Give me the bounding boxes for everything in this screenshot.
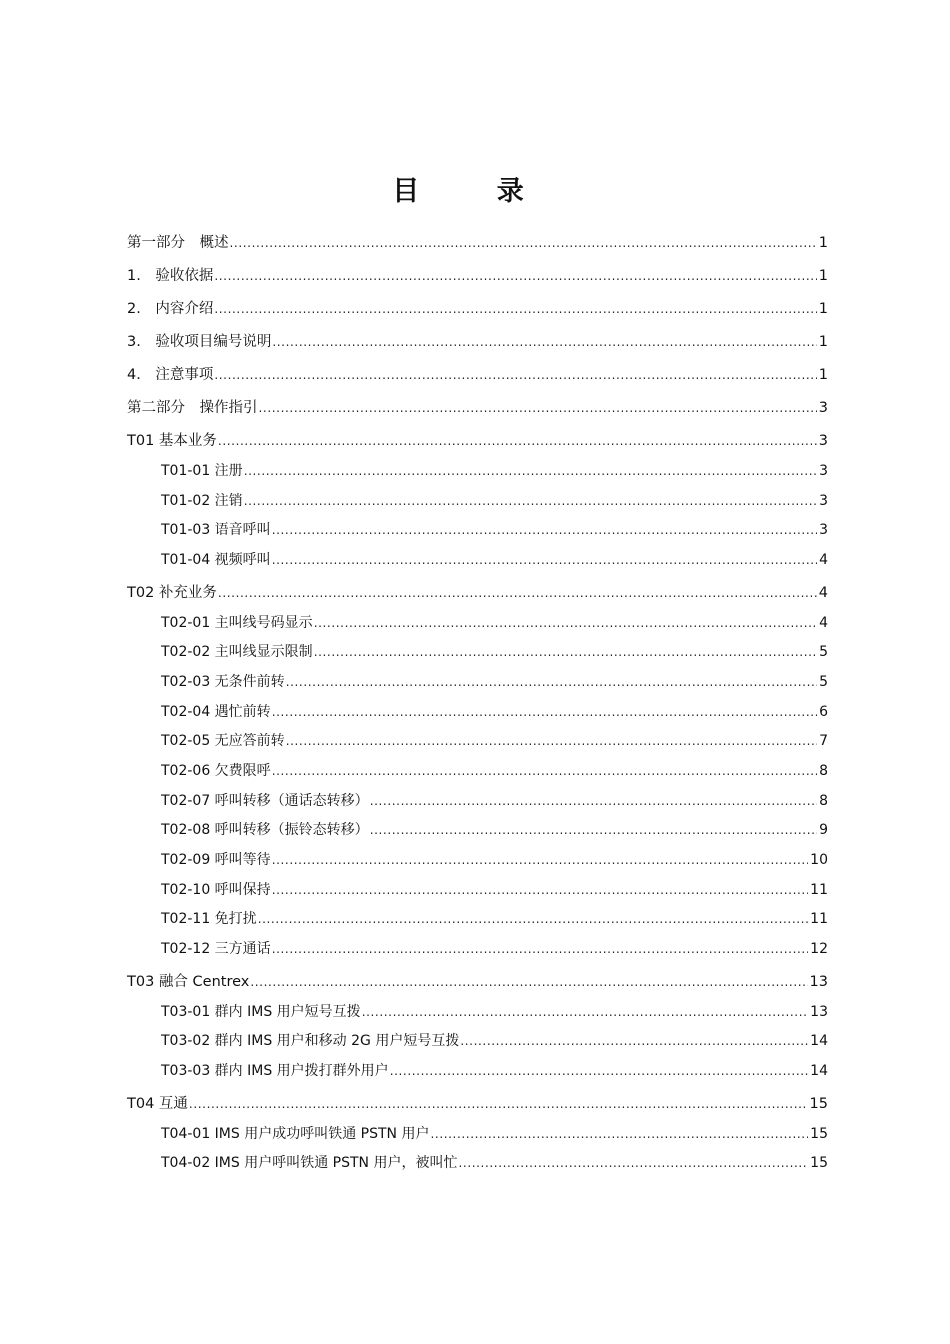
toc-entry-label: T01-04 视频呼叫 <box>161 552 271 568</box>
toc-entry-label: T03-03 群内 IMS 用户拨打群外用户 <box>161 1063 389 1079</box>
toc-title: 目 录 <box>392 176 558 207</box>
toc-entry[interactable] <box>127 732 828 750</box>
toc-entry[interactable] <box>127 643 828 661</box>
toc-entry[interactable] <box>127 851 828 869</box>
toc-entry[interactable] <box>127 366 828 384</box>
toc-entry-page-number: 1 <box>818 268 828 284</box>
toc-entry[interactable] <box>127 1062 828 1080</box>
toc-entry-label: T01-01 注册 <box>161 463 243 479</box>
dot-leader <box>370 792 817 810</box>
toc-entry-page-number: 13 <box>810 1004 828 1020</box>
toc-entry-label: T01-03 语音呼叫 <box>161 522 271 538</box>
toc-entry[interactable] <box>127 584 828 602</box>
toc-entry-page-number: 7 <box>819 733 828 749</box>
toc-entry-label: T04 互通 <box>127 1096 188 1112</box>
toc-entry-page-number: 12 <box>810 941 828 957</box>
dot-leader <box>244 462 817 480</box>
toc-entry-label: T02-08 呼叫转移（振铃态转移） <box>161 822 369 838</box>
toc-entry-label: T04-02 IMS 用户呼叫铁通 PSTN 用户，被叫忙 <box>161 1155 458 1171</box>
toc-entry-page-number: 3 <box>818 433 828 449</box>
dot-leader <box>272 333 816 351</box>
toc-entry-label: T01-02 注销 <box>161 493 243 509</box>
toc-entry-page-number: 1 <box>818 301 828 317</box>
toc-entry-page-number: 5 <box>819 674 828 690</box>
toc-entry[interactable] <box>127 973 828 991</box>
toc-entry-page-number: 14 <box>810 1033 828 1049</box>
toc-entry-page-number: 1 <box>818 235 828 251</box>
toc-entry-page-number: 5 <box>819 644 828 660</box>
toc-entry-label: T02-02 主叫线显示限制 <box>161 644 313 660</box>
toc-entry[interactable] <box>127 703 828 721</box>
toc-entry-page-number: 8 <box>819 763 828 779</box>
toc-entry-page-number: 15 <box>810 1155 828 1171</box>
dot-leader <box>214 300 816 318</box>
dot-leader <box>460 1032 808 1050</box>
toc-entry-page-number: 13 <box>809 974 828 990</box>
toc-entry[interactable] <box>127 673 828 691</box>
toc-entry-page-number: 11 <box>810 911 828 927</box>
toc-entry[interactable] <box>127 821 828 839</box>
toc-entry-label: T02-10 呼叫保持 <box>161 882 271 898</box>
toc-entry-page-number: 9 <box>819 822 828 838</box>
toc-entry[interactable] <box>127 940 828 958</box>
dot-leader <box>259 399 817 417</box>
toc-entry-page-number: 6 <box>819 704 828 720</box>
toc-entry[interactable] <box>127 432 828 450</box>
dot-leader <box>362 1003 808 1021</box>
dot-leader <box>272 940 808 958</box>
toc-entry[interactable] <box>127 234 828 252</box>
toc-entry[interactable] <box>127 399 828 417</box>
toc-entry[interactable] <box>127 762 828 780</box>
toc-entry-label: 第二部分 操作指引 <box>127 400 258 416</box>
toc-entry-page-number: 4 <box>819 552 828 568</box>
toc-entry[interactable] <box>127 1003 828 1021</box>
toc-entry[interactable] <box>127 1032 828 1050</box>
toc-entry-label: T03-02 群内 IMS 用户和移动 2G 用户短号互拨 <box>161 1033 460 1049</box>
toc-entry-label: 4. 注意事项 <box>127 367 214 383</box>
toc-entry-page-number: 14 <box>810 1063 828 1079</box>
dot-leader <box>272 551 817 569</box>
dot-leader <box>314 643 817 661</box>
toc-entry-page-number: 10 <box>810 852 828 868</box>
toc-entry[interactable] <box>127 614 828 632</box>
dot-leader <box>314 614 817 632</box>
dot-leader <box>430 1125 808 1143</box>
toc-entry-page-number: 3 <box>819 463 828 479</box>
toc-entry-label: T02-09 呼叫等待 <box>161 852 271 868</box>
toc-entry[interactable] <box>127 492 828 510</box>
toc-entry[interactable] <box>127 1154 828 1172</box>
toc-entry-label: T02-07 呼叫转移（通话态转移） <box>161 793 369 809</box>
dot-leader <box>250 973 807 991</box>
dot-leader <box>390 1062 808 1080</box>
toc-entry[interactable] <box>127 267 828 285</box>
toc-entry-label: T02-01 主叫线号码显示 <box>161 615 313 631</box>
dot-leader <box>458 1154 808 1172</box>
dot-leader <box>272 521 817 539</box>
toc-entry[interactable] <box>127 881 828 899</box>
toc-entry-label: T01 基本业务 <box>127 433 217 449</box>
dot-leader <box>286 673 817 691</box>
toc-entry-page-number: 3 <box>819 493 828 509</box>
dot-leader <box>214 267 816 285</box>
dot-leader <box>272 851 808 869</box>
toc-entry-page-number: 11 <box>810 882 828 898</box>
toc-entry-label: 第一部分 概述 <box>127 235 229 251</box>
toc-entry[interactable] <box>127 300 828 318</box>
toc-entry-label: T02-04 遇忙前转 <box>161 704 271 720</box>
toc-entry[interactable] <box>127 1125 828 1143</box>
toc-entry-page-number: 15 <box>809 1096 828 1112</box>
toc-entry-page-number: 1 <box>818 367 828 383</box>
toc-entry[interactable] <box>127 333 828 351</box>
toc-entry-label: T02-03 无条件前转 <box>161 674 285 690</box>
toc-entry-label: T02-12 三方通话 <box>161 941 271 957</box>
toc-entry-label: T03 融合 Centrex <box>127 974 250 990</box>
toc-entry-label: T04-01 IMS 用户成功呼叫铁通 PSTN 用户 <box>161 1126 430 1142</box>
toc-entry-label: T02 补充业务 <box>127 585 217 601</box>
dot-leader <box>258 910 808 928</box>
toc-entry-page-number: 4 <box>818 585 828 601</box>
toc-entry-page-number: 4 <box>819 615 828 631</box>
toc-entry-label: T02-11 免打扰 <box>161 911 257 927</box>
toc-entry[interactable] <box>127 1095 828 1113</box>
dot-leader <box>272 703 817 721</box>
toc-entry-label: 2. 内容介绍 <box>127 301 214 317</box>
dot-leader <box>244 492 817 510</box>
toc-entry-label: T02-05 无应答前转 <box>161 733 285 749</box>
toc-entry[interactable] <box>127 462 828 480</box>
toc-entry-page-number: 1 <box>818 334 828 350</box>
dot-leader <box>230 234 817 252</box>
dot-leader <box>286 732 817 750</box>
toc-entry[interactable] <box>127 792 828 810</box>
dot-leader <box>189 1095 808 1113</box>
dot-leader <box>272 762 817 780</box>
toc-entry-label: 3. 验收项目编号说明 <box>127 334 272 350</box>
dot-leader <box>218 432 817 450</box>
toc-entry-label: 1. 验收依据 <box>127 268 214 284</box>
dot-leader <box>370 821 817 839</box>
toc-entry-page-number: 3 <box>818 400 828 416</box>
dot-leader <box>218 584 817 602</box>
toc-entry[interactable] <box>127 521 828 539</box>
toc-entry-page-number: 3 <box>819 522 828 538</box>
toc-entry-page-number: 8 <box>819 793 828 809</box>
toc-entry-page-number: 15 <box>810 1126 828 1142</box>
toc-entry[interactable] <box>127 910 828 928</box>
dot-leader <box>272 881 808 899</box>
toc-entry-label: T03-01 群内 IMS 用户短号互拨 <box>161 1004 361 1020</box>
toc-entry-label: T02-06 欠费限呼 <box>161 763 271 779</box>
toc-entry[interactable] <box>127 551 828 569</box>
dot-leader <box>214 366 816 384</box>
